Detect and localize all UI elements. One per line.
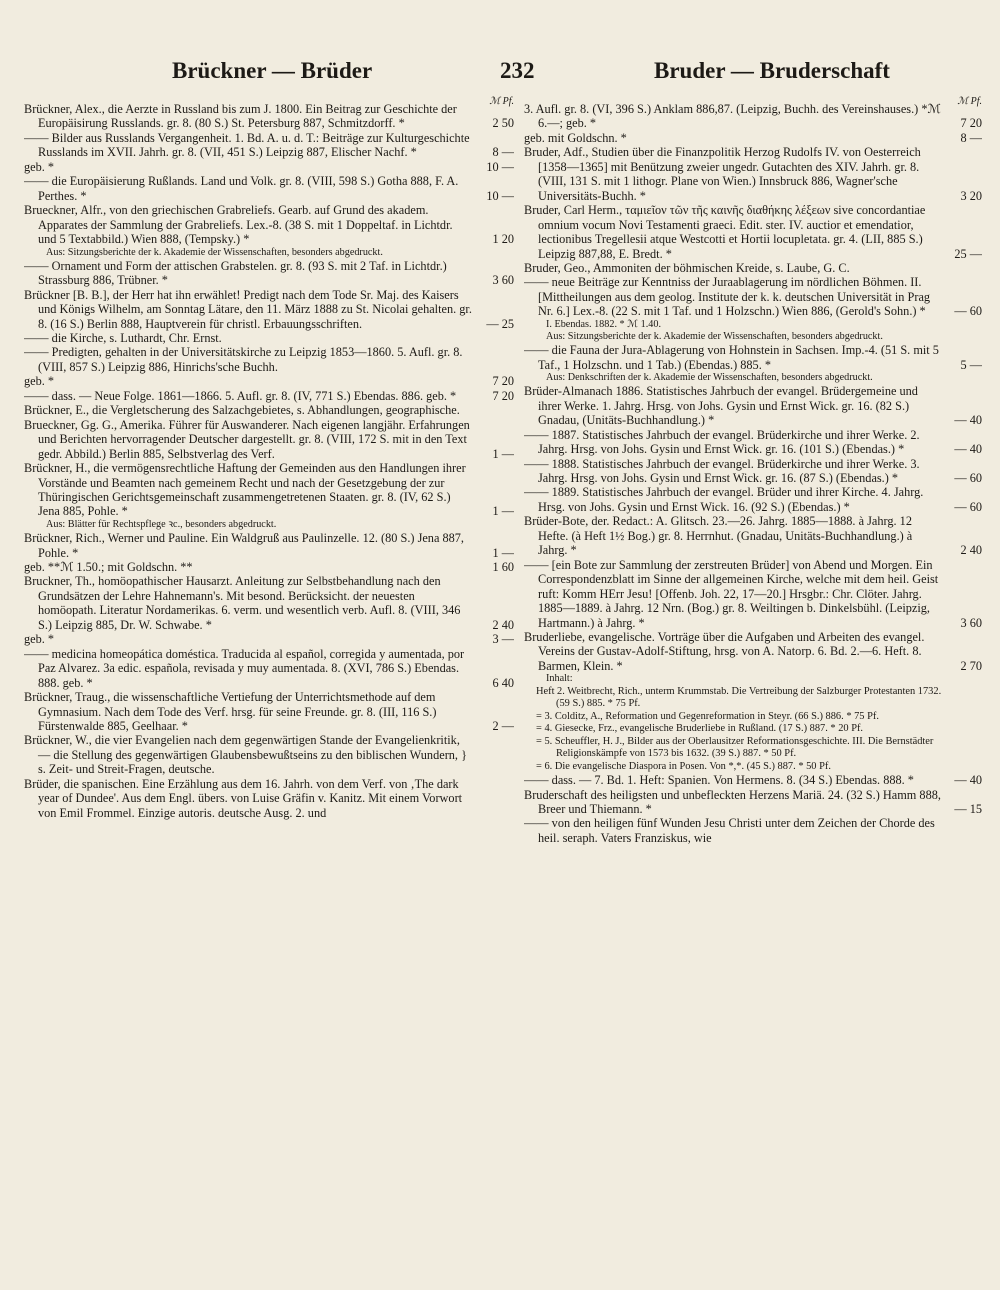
entry-text: —— die Fauna der Jura-Ablagerung von Hohnstein in Sachsen. Imp.-4. (51 S. mit 5 Taf., 1 Holzschn. und 1 Tab.) (Ebendas.) 885. * xyxy=(524,343,939,372)
entry-text: —— dass. — Neue Folge. 1861—1866. 5. Aufl. gr. 8. (IV, 771 S.) Ebendas. 886. geb. * xyxy=(24,388,457,403)
entry-text: Brueckner, Alfr., von den griechischen Grabreliefs. Gearb. auf Grund des akadem. Apparates der Sammlung der Grabreliefs. Lex.-8. (38 S. mit 1 Doppeltaf. in Lichtdr. und 5 Textabbild.) Wien 888, (Tempsky.) * xyxy=(24,203,453,247)
entry-text: Brückner, H., die vermögensrechtliche Haftung der Gemeinden aus den Handlungen ihrer Vorstände und Beamten nach gemeinem Recht und nach der Gesetzgebung der zur Thüringischen Gerichtsgemeinschaft zusammengetretenen Staaten. gr. 8. (IV, 62 S.) Jena 885, Pohle. * xyxy=(24,461,466,519)
entry-text: Brückner, Rich., Werner und Pauline. Ein Waldgruß aus Paulinzelle. 12. (80 S.) Jena 887, Pohle. * xyxy=(24,531,465,560)
catalog-entry xyxy=(524,102,982,131)
catalog-entry xyxy=(524,261,982,275)
entry-price: — 60 xyxy=(954,471,982,486)
entry-price: — 60 xyxy=(954,304,982,319)
entry-text: —— [ein Bote zur Sammlung der zerstreuten Brüder] von Abend und Morgen. Ein Correspondenzblatt im Sinne der allgemeinen Kirche, welche mit dem heil. Geist ruft: Komm HErr Jesu! [Offenb. Joh. 22, 17—20.] Hrsgbr.: Chr. Clöter. Jahrg. 1885—1889. à Jahrg. 12 Nrn. (Bog.) gr. 8. Weiltingen b. Dinkelsbühl. (Leipzig, Hartmann.) à Jahrg. * xyxy=(524,557,939,630)
header-right: Bruder — Bruderschaft xyxy=(654,58,890,83)
entry-text: Aus: Blätter für Rechtspflege ꝛc., besonders abgedruckt. xyxy=(46,518,277,530)
entry-note xyxy=(524,331,982,343)
catalog-entry xyxy=(524,457,982,486)
catalog-entry xyxy=(24,288,514,331)
catalog-entry xyxy=(524,514,982,557)
catalog-entry xyxy=(524,788,982,817)
entry-price: 2 — xyxy=(492,718,514,733)
entry-text: Brüder, die spanischen. Eine Erzählung aus dem 16. Jahrh. von dem Verf. von ‚The dark year of Dundee'. Aus dem Engl. übers. von Luise Gräfin v. Kanitz. Mit einem Vorwort von Emil Frommel. Einzige autoris. deutsche Ausg. 2. und xyxy=(24,776,463,820)
entry-price: 7 20 xyxy=(492,374,514,389)
entry-price: 1 — xyxy=(492,446,514,461)
entry-text: —— Bilder aus Russlands Vergangenheit. 1. Bd. A. u. d. T.: Beiträge zur Kulturgeschichte Russlands im XVII. Jahrh. gr. 8. (VII, 451 S.) Leipzig 887, Elischer Nachf. * xyxy=(24,130,470,160)
entry-text: Bruderliebe, evangelische. Vorträge über die Aufgaben und Arbeiten des evangel. Vereins der Gustav-Adolf-Stiftung, hrsg. von A. Natorp. 6. Bd. 2.—6. Heft. 8. Barmen, Klein. * xyxy=(524,630,925,673)
entry-text: —— Predigten, gehalten in der Universitätskirche zu Leipzig 1853—1860. 5. Aufl. gr. 8. (VIII, 857 S.) Leipzig 886, Hinrichs'sche Buchh. xyxy=(24,345,463,374)
entry-note xyxy=(524,673,982,685)
currency-unit-label: ℳ Pf. xyxy=(957,96,982,107)
page-number: 232 xyxy=(500,58,535,83)
catalog-entry xyxy=(24,102,514,131)
catalog-entry xyxy=(24,418,514,461)
entry-text: —— neue Beiträge zur Kenntniss der Juraablagerung im nördlichen Böhmen. II. [Mittheilungen aus dem geolog. Institute der k. k. deutschen Universität in Prag Nr. 6.] Lex.-8. (22 S. mit 1 Taf. und 1 Holzschn.) Wien 886, (Gerold's Sohn.) * xyxy=(524,275,931,319)
entry-price: 7 20 xyxy=(492,388,514,403)
entry-text: geb. **ℳ 1.50.; mit Goldschn. ** xyxy=(24,560,193,574)
entry-text: Brüder-Bote, der. Redact.: A. Glitsch. 23.—26. Jahrg. 1885—1888. à Jahrg. 12 Hefte. (à Heft 1½ Bog.) gr. 8. Herrnhut. (Gnadau, Unitäts-Buchhandlung.) à Jahrg. * xyxy=(524,514,913,558)
entry-price: — 25 xyxy=(486,316,514,331)
entry-text: —— Ornament und Form der attischen Grabstelen. gr. 8. (93 S. mit 2 Taf. in Lichtdr.) Strassburg 886, Trübner. * xyxy=(24,258,447,288)
catalog-entry xyxy=(524,384,982,427)
catalog-entry xyxy=(524,275,982,318)
entry-price: 7 20 xyxy=(960,116,982,131)
catalog-entry xyxy=(524,203,982,261)
entry-text: Brückner, Traug., die wissenschaftliche Vertiefung der Unterrichtsmethode auf dem Gymnasium. Nach dem Tode des Verf. hrsg. für seine Freunde. gr. 8. (III, 116 S.) Fürstenwalde 885, Geelhaar. * xyxy=(24,690,437,733)
entry-note xyxy=(524,319,982,331)
entry-price: 5 — xyxy=(960,357,982,372)
right-column xyxy=(524,96,982,1282)
entry-text: Brückner, Alex., die Aerzte in Russland bis zum J. 1800. Ein Beitrag zur Geschichte der Europäisirung Russlands. gr. 8. (80 S.) St. Petersburg 887, Schmitzdorff. * xyxy=(24,102,457,131)
entry-price: — 40 xyxy=(954,442,982,457)
entry-price: 2 50 xyxy=(492,116,514,131)
entry-text: Bruckner, Th., homöopathischer Hausarzt. Anleitung zur Selbstbehandlung nach den Grundsätzen der Lehre Hahnemann's. Mit besond. Berücksicht. der neuesten homöopath. Literatur Nordamerikas. 6. verm. und wesentlich verb. Aufl. 8. (VIII, 346 S.) Leipzig 885, Dr. W. Schwabe. * xyxy=(24,574,461,632)
catalog-entry xyxy=(24,331,514,345)
catalog-entry xyxy=(24,259,514,288)
catalog-entry xyxy=(524,558,982,630)
contents-item xyxy=(524,736,982,761)
catalog-entry xyxy=(24,647,514,690)
entry-text: Aus: Sitzungsberichte der k. Akademie der Wissenschaften, besonders abgedruckt. xyxy=(546,331,883,342)
catalog-entry xyxy=(524,485,982,514)
entry-text: Brückner, E., die Vergletscherung des Salzachgebietes, s. Abhandlungen, geographische. xyxy=(24,403,460,418)
right-entries xyxy=(524,102,982,845)
entry-price: 3 60 xyxy=(960,615,982,630)
entry-text: 3. Aufl. gr. 8. (VI, 396 S.) Anklam 886,87. (Leipzig, Buchh. des Vereinshauses.) *ℳ 6.—; geb. * xyxy=(524,102,941,131)
header-left: Brückner — Brüder xyxy=(172,58,373,83)
entry-text: geb. mit Goldschn. * xyxy=(524,130,627,145)
entry-price: 1 — xyxy=(492,504,514,519)
catalog-entry xyxy=(24,632,514,646)
entry-text: Bruder, Carl Herm., ταμιεῖον τῶν τῆς καινῆς διαθήκης λέξεων sive concordantiae omnium vocum Novi Testamenti graeci. Edit. ster. IV. auctior et emendatior, lectionibus Tregellesii atque Westcotti et Hortii locupletata. gr. 4. (LII, 885 S.) Leipzig 887,88, E. Bredt. * xyxy=(524,203,926,261)
catalog-entry xyxy=(24,690,514,733)
left-column xyxy=(24,96,514,1282)
catalog-entry xyxy=(24,160,514,174)
catalog-entry xyxy=(24,374,514,388)
entry-text: Aus: Sitzungsberichte der k. Akademie der Wissenschaften, besonders abgedruckt. xyxy=(46,246,383,258)
left-entries xyxy=(24,102,514,820)
entry-text: = 4. Giesecke, Frz., evangelische Bruderliebe in Rußland. (17 S.) 887. * 20 Pf. xyxy=(536,723,864,735)
currency-unit-label: ℳ Pf. xyxy=(489,96,514,107)
entry-text: Bruder, Adf., Studien über die Finanzpolitik Herzog Rudolfs IV. von Oesterreich [1358—1365] mit Benützung zweier ungedr. Gutachten des XIV. Jahrh. gr. 8. (VIII, 131 S. mit 1 lithogr. Plane von Wien.) Innsbruck 886, Wagner'sche Universitäts-Buchh. * xyxy=(524,145,921,203)
entry-price: 2 40 xyxy=(492,617,514,632)
contents-item xyxy=(524,723,982,736)
entry-text: I. Ebendas. 1882. * ℳ 1.40. xyxy=(546,318,662,330)
catalog-entry xyxy=(524,773,982,787)
catalog-entry xyxy=(524,428,982,457)
entry-note xyxy=(24,247,514,259)
entry-text: Bruderschaft des heiligsten und unbefleckten Herzens Mariä. 24. (32 S.) Hamm 888, Breer und Thiemann. * xyxy=(524,787,941,816)
catalog-entry xyxy=(24,389,514,403)
entry-price: 10 — xyxy=(486,188,514,203)
entry-price: — 15 xyxy=(954,801,982,816)
entry-price: 3 — xyxy=(492,632,514,647)
catalog-entry xyxy=(24,531,514,560)
catalog-entry xyxy=(524,131,982,145)
entry-price: 8 — xyxy=(960,130,982,145)
catalog-entry xyxy=(24,733,514,776)
catalog-entry xyxy=(24,345,514,374)
entry-text: geb. * xyxy=(24,159,55,174)
entry-price: 1 20 xyxy=(492,232,514,247)
entry-text: Brückner [B. B.], der Herr hat ihn erwählet! Predigt nach dem Tode Sr. Maj. des Kaisers und Königs Wilhelm, am Sonntag Lätare, den 11. März 1888 zu St. Nicolai gehalten. gr. 8. (16 S.) Berlin 888, Hauptverein für christl. Erbauungsschriften. xyxy=(24,287,472,331)
entry-price: 8 — xyxy=(492,145,514,160)
entry-text: Brückner, W., die vier Evangelien nach dem gegenwärtigen Stande der Evangelienkritik, — die Stellung des gegenwärtigen Glaubensbewußtseins zu den biblischen Wundern, } s. Zeit- und Streit-Fragen, deutsche. xyxy=(24,733,467,777)
catalog-entry xyxy=(524,343,982,372)
catalog-entry xyxy=(24,131,514,160)
entry-text: = 3. Colditz, A., Reformation und Gegenreformation in Steyr. (66 S.) 886. * 75 Pf. xyxy=(536,710,879,722)
entry-text: = 6. Die evangelische Diaspora in Posen. Von *,*. (45 S.) 887. * 50 Pf. xyxy=(536,760,831,772)
running-header xyxy=(0,58,1000,92)
entry-text: Heft 2. Weitbrecht, Rich., unterm Krummstab. Die Vertreibung der Salzburger Protestanten 1732. (59 S.) 885. * 75 Pf. xyxy=(536,685,942,710)
entry-text: —— von den heiligen fünf Wunden Jesu Christi unter dem Zeichen der Chorde des heil. seraph. Vaters Franziskus, wie xyxy=(524,816,935,845)
entry-text: —— die Kirche, s. Luthardt, Chr. Ernst. xyxy=(24,331,222,345)
entry-text: —— dass. — 7. Bd. 1. Heft: Spanien. Von Hermens. 8. (34 S.) Ebendas. 888. * xyxy=(524,773,914,788)
entry-price: 2 40 xyxy=(960,543,982,558)
catalog-entry xyxy=(24,174,514,203)
entry-text: geb. * xyxy=(24,632,55,647)
entry-text: Aus: Denkschriften der k. Akademie der Wissenschaften, besonders abgedruckt. xyxy=(546,372,873,384)
contents-item xyxy=(524,761,982,774)
contents-item xyxy=(524,686,982,711)
entry-price: — 60 xyxy=(954,499,982,514)
catalog-entry xyxy=(524,145,982,203)
entry-price: 6 40 xyxy=(492,675,514,690)
entry-text: —— 1888. Statistisches Jahrbuch der evangel. Brüderkirche und ihrer Werke. 3. Jahrg. Hrsg. von Johs. Gysin und Ernst Wick. gr. 16. (87 S.) (Ebendas.) * xyxy=(524,456,920,486)
entry-text: geb. * xyxy=(24,374,55,389)
catalog-entry xyxy=(524,816,982,845)
catalog-entry xyxy=(24,574,514,632)
entry-text: —— 1887. Statistisches Jahrbuch der evangel. Brüderkirche und ihrer Werke. 2. Jahrg. Hrsg. von Johs. Gysin und Ernst Wick. gr. 16. (101 S.) (Ebendas.) * xyxy=(524,427,920,457)
entry-price: 25 — xyxy=(954,246,982,261)
entry-price: — 40 xyxy=(954,413,982,428)
catalog-entry xyxy=(24,461,514,519)
entry-price: 3 60 xyxy=(492,273,514,288)
catalog-entry xyxy=(24,560,514,574)
entry-price: 10 — xyxy=(486,159,514,174)
entry-price: — 40 xyxy=(954,773,982,788)
entry-text: Brueckner, Gg. G., Amerika. Führer für Auswanderer. Nach eigenen langjähr. Erfahrungen und Berichten hervorragender Deutscher dargestellt. gr. 8. (VIII, 172 S. mit in den Text gedr. Abbild.) Berlin 885, Selbstverlag des Verf. xyxy=(24,417,470,461)
entry-text: —— die Europäisierung Rußlands. Land und Volk. gr. 8. (VIII, 598 S.) Gotha 888, F. A. Perthes. * xyxy=(24,174,459,203)
catalog-entry xyxy=(524,630,982,673)
entry-text: Brüder-Almanach 1886. Statistisches Jahrbuch der evangel. Brüdergemeine und ihrer Werke. 1. Jahrg. Hrsg. von Johs. Gysin und Ernst Wick. gr. 16. (82 S.) Gnadau, (Unitäts-Buchhandlung.) * xyxy=(524,384,918,428)
entry-text: —— medicina homeopática doméstica. Traducida al español, corregida y aumentada, por Paz Alvarez. 3a edic. española, revisada y muy aumentada. 8. (XVI, 786 S.) Ebendas. 888. geb. * xyxy=(24,646,465,690)
entry-price: 1 60 xyxy=(492,560,514,574)
entry-price: 2 70 xyxy=(960,658,982,673)
catalog-entry xyxy=(24,403,514,417)
catalog-entry xyxy=(24,777,514,820)
entry-note xyxy=(524,372,982,384)
entry-text: Inhalt: xyxy=(546,673,573,685)
entry-price: 3 20 xyxy=(960,188,982,203)
entry-price: 1 — xyxy=(492,545,514,560)
catalog-entry xyxy=(24,203,514,246)
entry-note xyxy=(24,519,514,531)
contents-item xyxy=(524,711,982,724)
entry-text: —— 1889. Statistisches Jahrbuch der evangel. Brüder und ihrer Kirche. 4. Jahrg. Hrsg. von Johs. Gysin und Ernst Wick. 16. (92 S.) (Ebendas.) * xyxy=(524,485,924,514)
entry-text: = 5. Scheuffler, H. J., Bilder aus der Oberlausitzer Reformationsgeschichte. III. Die Bernstädter Religionskämpfe von 1573 bis 1632. (39 S.) 887. * 50 Pf. xyxy=(536,735,934,760)
entry-text: Bruder, Geo., Ammoniten der böhmischen Kreide, s. Laube, G. C. xyxy=(524,260,850,275)
